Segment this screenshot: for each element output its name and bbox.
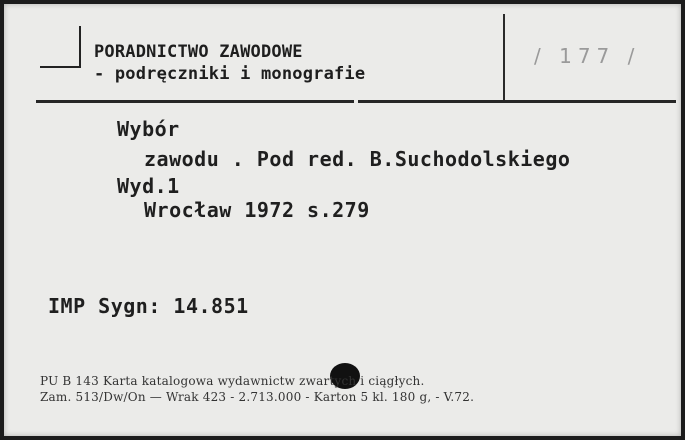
footer-line-2: Zam. 513/Dw/On — Wrak 423 - 2.713.000 - Karton 5 kl. 180 g, - V.72. bbox=[40, 390, 475, 404]
margin-note: / 177 / bbox=[534, 44, 641, 68]
header-rule-left bbox=[36, 100, 354, 103]
entry-line-4: Wrocław 1972 s.279 bbox=[144, 198, 370, 222]
entry-line-1: Wybór bbox=[117, 117, 180, 141]
footer-line-1: PU B 143 Karta katalogowa wydawnictw zwartych i ciągłych. bbox=[40, 374, 425, 388]
header-subtitle: - podręczniki i monografie bbox=[94, 64, 366, 84]
signature: IMP Sygn: 14.851 bbox=[48, 294, 249, 318]
corner-mark bbox=[79, 26, 81, 66]
entry-line-3: Wyd.1 bbox=[117, 174, 180, 198]
corner-mark bbox=[40, 66, 81, 68]
header-title: PORADNICTWO ZAWODOWE bbox=[94, 42, 303, 62]
entry-line-2: zawodu . Pod red. B.Suchodolskiego bbox=[144, 147, 571, 171]
catalog-card bbox=[4, 4, 681, 436]
header-divider bbox=[503, 14, 505, 100]
header-rule-right bbox=[358, 100, 676, 103]
